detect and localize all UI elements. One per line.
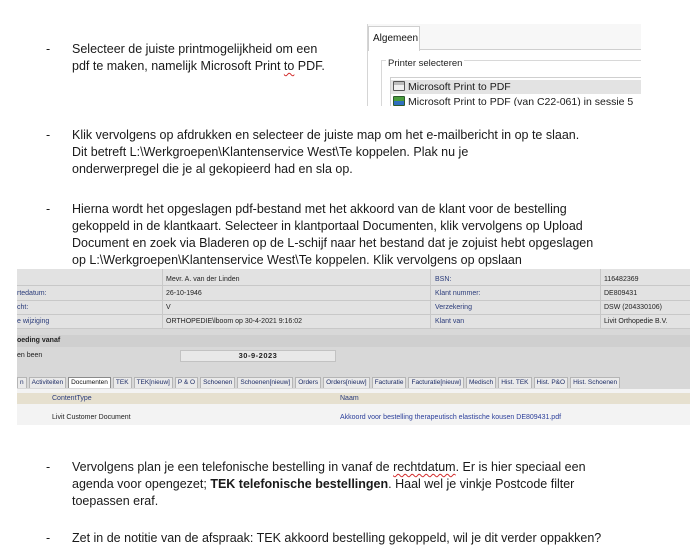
tab-tek[interactable]: TEK: [113, 377, 132, 388]
tab-schoenen-nieuw[interactable]: Schoenen[nieuw]: [237, 377, 293, 388]
tab-algemeen[interactable]: Algemeen: [368, 26, 420, 51]
field-label: BSN:: [435, 276, 452, 283]
section-header: oeding vanaf: [17, 335, 690, 347]
customer-of-value: Livit Orthopedie B.V.: [604, 318, 668, 325]
customer-card-screenshot: [17, 269, 690, 425]
bsn-value: 116482369: [604, 276, 639, 283]
customer-number-value: DE809431: [604, 290, 638, 297]
tab-facturatie-nieuw[interactable]: Facturatie[nieuw]: [408, 377, 464, 388]
printer-list[interactable]: [390, 77, 641, 106]
bullet-dash: -: [46, 42, 51, 56]
printer-item-label: Microsoft Print to PDF (van C22-061) in sessie 5: [408, 96, 634, 106]
document-link[interactable]: Akkoord voor bestelling therapeutisch elastische kousen DE809431.pdf: [340, 414, 562, 421]
printer-icon: [393, 81, 405, 91]
bullet-4-line-1: Vervolgens plan je een telefonische bestelling in vanaf de: [72, 460, 394, 474]
customer-portal-tabs: [17, 377, 622, 388]
tab-schoenen[interactable]: Schoenen: [200, 377, 235, 388]
dialog-tabbar: [368, 24, 641, 50]
column-header-contenttype[interactable]: ContentType: [52, 395, 92, 402]
printer-dialog: [367, 24, 641, 106]
bullet-dash: -: [46, 460, 51, 474]
agenda-name: TEK telefonische bestellingen: [210, 477, 389, 491]
bullet-4-line-2-tail: . Haal wel je vinkje Postcode filter: [388, 477, 575, 491]
printer-item[interactable]: [391, 95, 641, 106]
bullet-4-line-3: toepassen eraf.: [72, 494, 159, 508]
insurance-value: DSW (204330106): [604, 304, 662, 311]
bullet-2-line-1: Klik vervolgens op afdrukken en selecteer de juiste map om het e-mailbericht in op te slaan.: [72, 128, 580, 142]
printer-item-selected[interactable]: [391, 80, 641, 94]
bullet-3-line-2: gekoppeld in de klantkaart. Selecteer in klantportaal Documenten, klik vervolgens op Upload: [72, 219, 583, 233]
gender-value: V: [166, 304, 171, 311]
spelling-flag-to: to: [283, 59, 295, 73]
tab-tek-nieuw[interactable]: TEK[nieuw]: [134, 377, 173, 388]
bullet-3-line-4: op L:\Werkgroepen\Klantenservice West\Te koppelen. Klik vervolgens op opslaan: [72, 253, 522, 267]
bullet-3-line-1: Hierna wordt het opgeslagen pdf-bestand met het akkoord van de klant voor de bestelling: [72, 202, 567, 216]
documents-table: [17, 389, 690, 425]
tab-partial[interactable]: n: [17, 377, 27, 388]
printer-item-label: Microsoft Print to PDF: [408, 81, 511, 93]
tab-facturatie[interactable]: Facturatie: [372, 377, 407, 388]
field-label: cht:: [17, 304, 29, 311]
network-printer-icon: [393, 96, 405, 106]
tab-orders-nieuw[interactable]: Orders[nieuw]: [323, 377, 369, 388]
field-label: en been: [17, 352, 43, 359]
bullet-3-line-3: Document en zoek via Bladeren op de L-schijf naar het bestand dat je zojuist hebt opgeslagen: [72, 236, 594, 250]
tab-documenten[interactable]: Documenten: [68, 377, 111, 388]
bullet-2-line-2: Dit betreft L:\Werkgroepen\Klantenservice West\Te koppelen. Plak nu je: [72, 145, 469, 159]
field-label: Klant nummer:: [435, 290, 481, 297]
tab-hist-schoenen[interactable]: Hist. Schoenen: [570, 377, 620, 388]
table-header: [17, 393, 690, 404]
bullet-1-line-2: pdf te maken, namelijk Microsoft Print: [72, 59, 284, 73]
bullet-5-line-1: Zet in de notitie van de afspraak: TEK akkoord bestelling gekoppeld, wil je dit verder oppakken?: [72, 531, 602, 545]
bullet-dash: -: [46, 202, 51, 216]
date-value: 30-9-2023: [180, 350, 336, 362]
bullet-2-line-3: onderwerpregel die je al gekopieerd had en sla op.: [72, 162, 353, 176]
field-label: rtedatum:: [17, 290, 47, 297]
printer-group-label: Printer selecteren: [388, 58, 463, 69]
document-type: Livit Customer Document: [52, 414, 131, 421]
field-label: e wijziging: [17, 318, 50, 325]
bullet-1-line-2-tail: PDF.: [294, 59, 325, 73]
bullet-4-line-1-tail: . Er is hier speciaal een: [455, 460, 586, 474]
tab-activiteiten[interactable]: Activiteiten: [29, 377, 66, 388]
bullet-4-line-2: agenda voor opengezet;: [72, 477, 211, 491]
spelling-flag-rechtdatum: rechtdatum: [393, 460, 456, 474]
field-label: Klant van: [435, 318, 465, 325]
bullet-dash: -: [46, 128, 51, 142]
column-header-naam[interactable]: Naam: [340, 395, 359, 402]
customer-name: Mevr. A. van der Linden: [166, 276, 240, 283]
bullet-1-line-1: Selecteer de juiste printmogelijkheid om een: [72, 42, 318, 56]
customer-info-panel: [17, 269, 690, 329]
last-change-value: ORTHOPEDIE\lboom op 30-4-2021 9:16:02: [166, 318, 303, 325]
birth-date-value: 26-10-1946: [166, 290, 202, 297]
tab-hist-tek[interactable]: Hist. TEK: [498, 377, 531, 388]
bullet-dash: -: [46, 531, 51, 545]
tab-medisch[interactable]: Medisch: [466, 377, 496, 388]
tab-p-en-o[interactable]: P & O: [175, 377, 198, 388]
field-label: Verzekering: [435, 304, 472, 311]
tab-orders[interactable]: Orders: [295, 377, 321, 388]
tab-hist-p-en-o[interactable]: Hist. P&O: [534, 377, 569, 388]
table-row[interactable]: [17, 412, 690, 423]
